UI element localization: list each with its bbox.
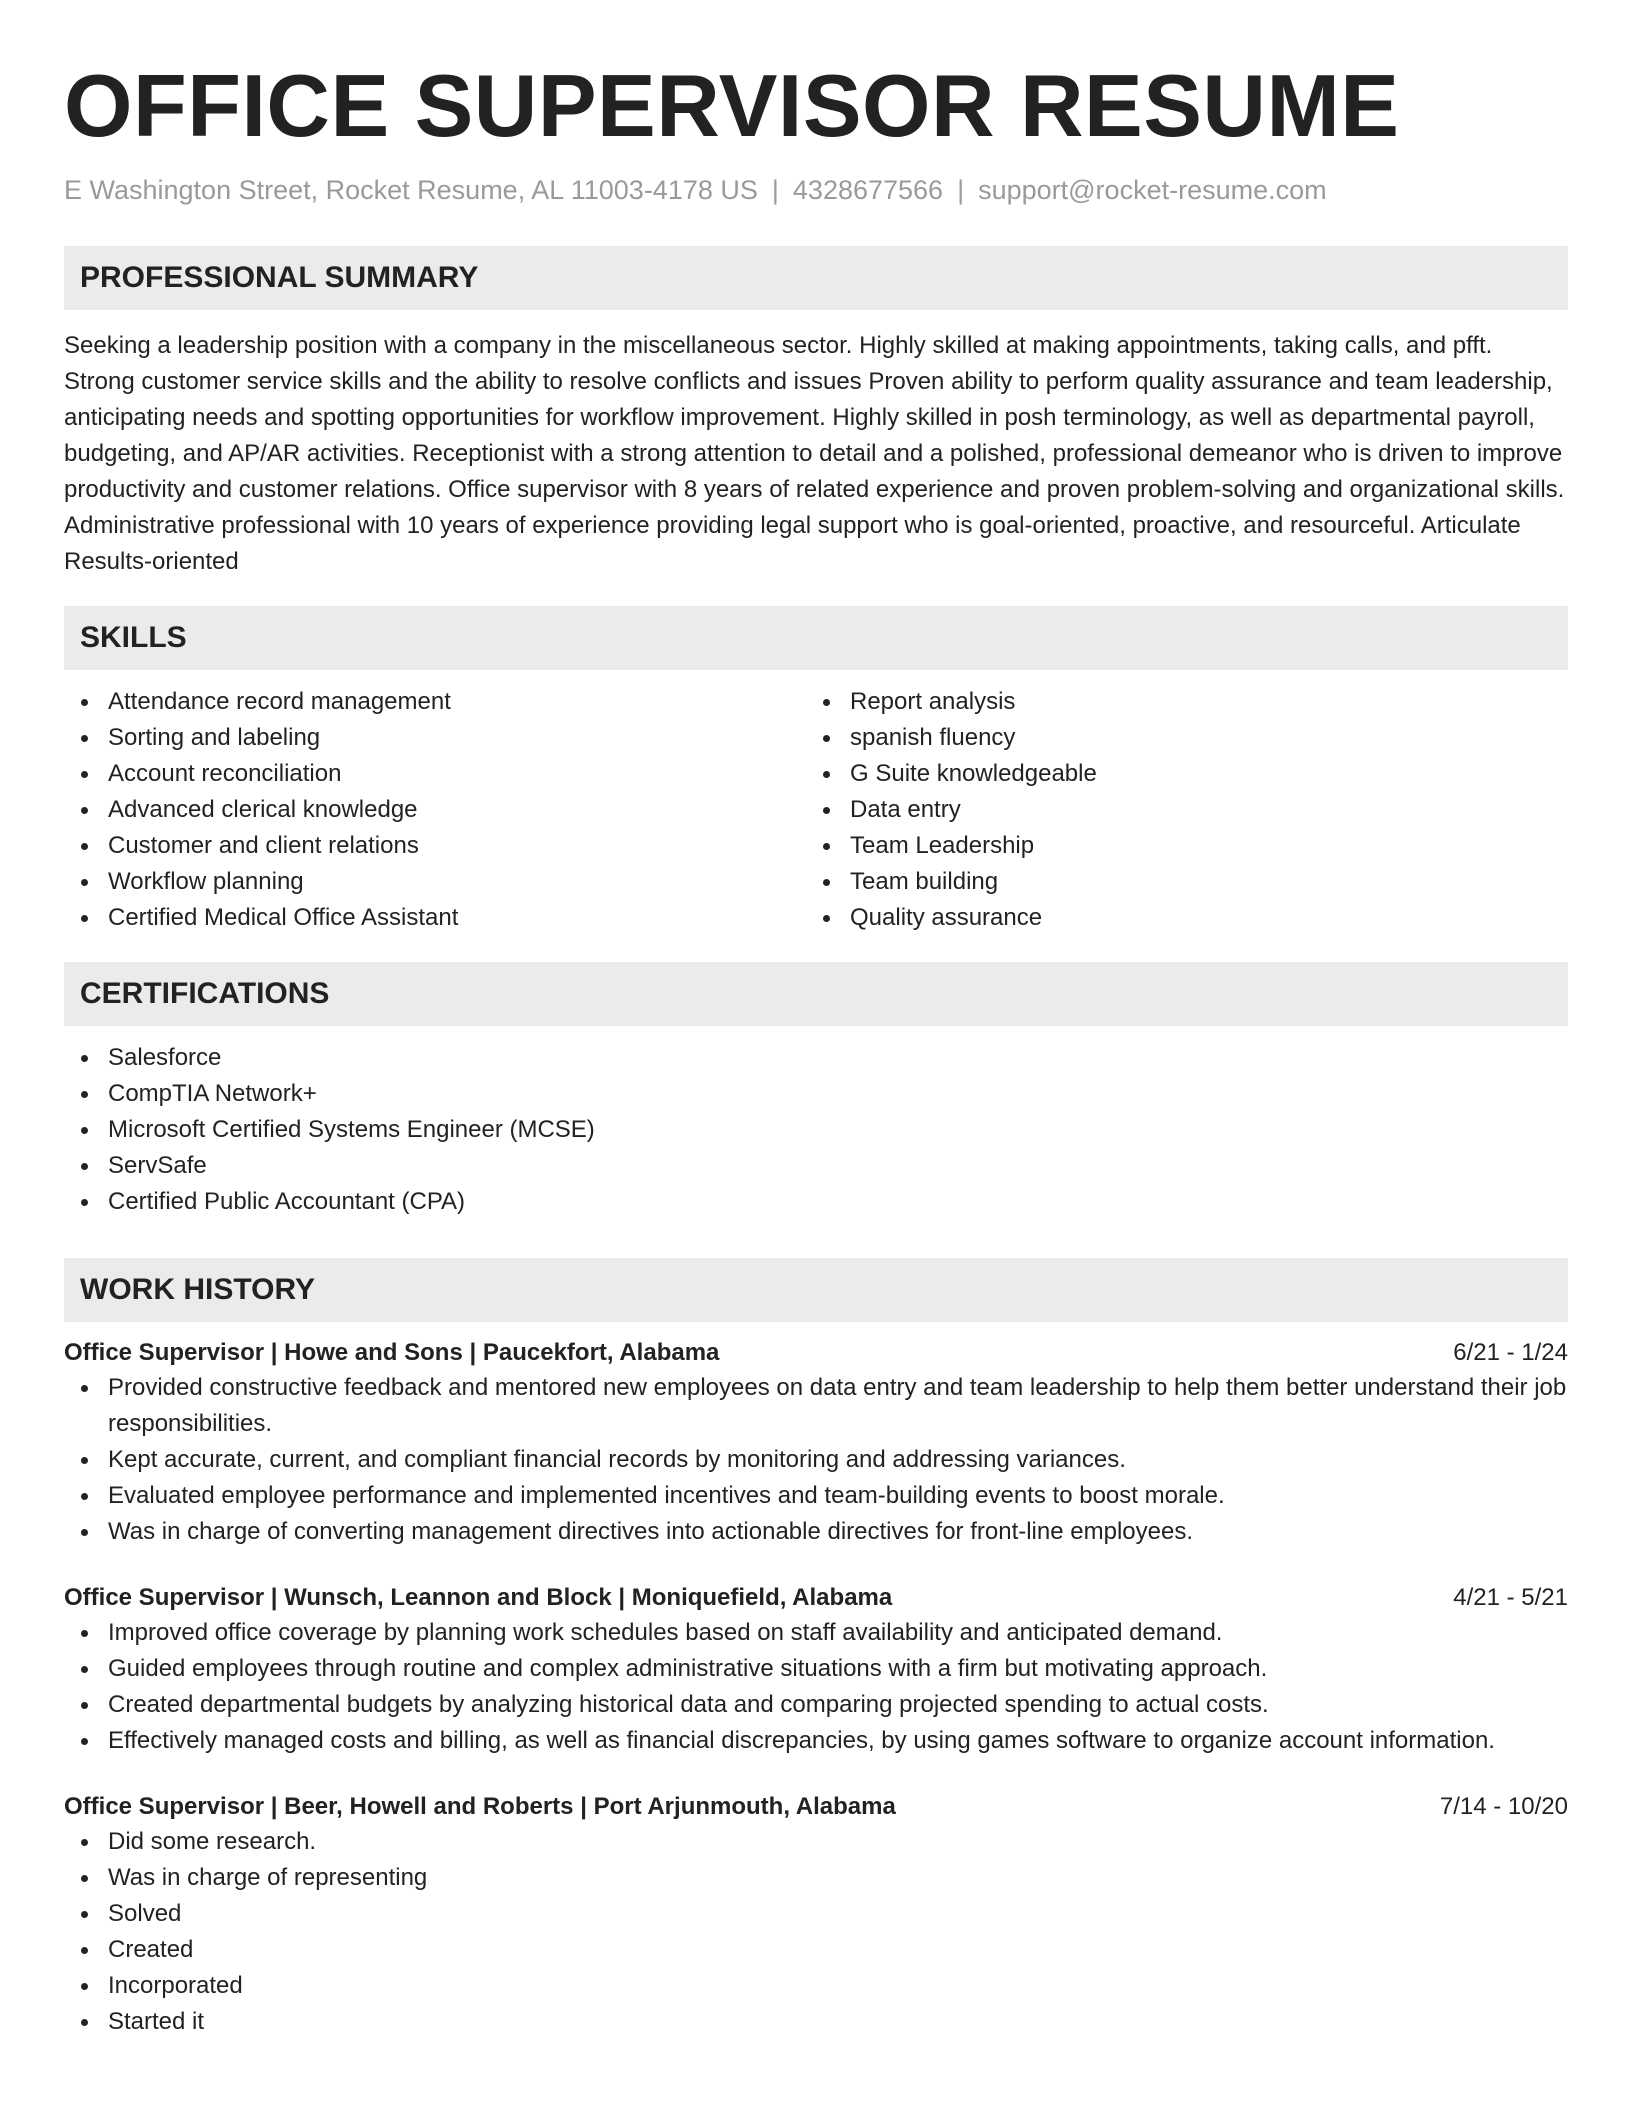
- job-bullet: Kept accurate, current, and compliant financial records by monitoring and addressing variances.: [64, 1442, 1568, 1478]
- job-dates: 6/21 - 1/24: [1453, 1339, 1568, 1366]
- job-dates: 4/21 - 5/21: [1453, 1584, 1568, 1611]
- job-bullet: Provided constructive feedback and mentored new employees on data entry and team leadership to help them better understand their job responsibilities.: [64, 1370, 1568, 1442]
- job-bullet: Solved: [64, 1896, 1568, 1932]
- certification-item: ServSafe: [64, 1148, 1568, 1184]
- contact-line: [64, 174, 1568, 206]
- certification-item: Salesforce: [64, 1040, 1568, 1076]
- job-bullet: Was in charge of representing: [64, 1860, 1568, 1896]
- job-bullets: [64, 1824, 1568, 2040]
- skills-column-left: [64, 684, 806, 936]
- skills-list: [64, 684, 1568, 936]
- job-bullet: Guided employees through routine and complex administrative situations with a firm but motivating approach.: [64, 1651, 1568, 1687]
- skill-item: Team Leadership: [806, 828, 1548, 864]
- job-header: [64, 1790, 1568, 1824]
- job-bullet: Was in charge of converting management directives into actionable directives for front-line employees.: [64, 1514, 1568, 1550]
- job-bullet: Did some research.: [64, 1824, 1568, 1860]
- contact-phone: 4328677566: [792, 175, 944, 205]
- job-bullet: Evaluated employee performance and implemented incentives and team-building events to boost morale.: [64, 1478, 1568, 1514]
- skill-item: spanish fluency: [806, 720, 1548, 756]
- job-bullet: Created departmental budgets by analyzing historical data and comparing projected spending to actual costs.: [64, 1687, 1568, 1723]
- section-header-work-history: WORK HISTORY: [64, 1258, 1568, 1322]
- skill-item: Data entry: [806, 792, 1548, 828]
- contact-separator: |: [957, 175, 965, 205]
- skill-item: Attendance record management: [64, 684, 806, 720]
- section-header-summary: PROFESSIONAL SUMMARY: [64, 246, 1568, 310]
- contact-email: support@rocket-resume.com: [978, 175, 1327, 205]
- skill-item: Certified Medical Office Assistant: [64, 900, 806, 936]
- summary-text: Seeking a leadership position with a company in the miscellaneous sector. Highly skilled at making appointments, taking calls, and pfft. Strong customer service skills and the ability to resolve conflicts and issues Proven ability to perform quality assurance and team leadership, anticipating needs and spotting opportunities for workflow improvement. Highly skilled in posh terminology, as well as departmental payroll, budgeting, and AP/AR activities. Receptionist with a strong attention to detail and a polished, professional demeanor who is driven to improve productivity and customer relations. Office supervisor with 8 years of related experience and proven problem-solving and organizational skills. Administrative professional with 10 years of experience providing legal support who is goal-oriented, proactive, and resourceful. Articulate Results-oriented: [64, 332, 1565, 575]
- job-bullet: Created: [64, 1932, 1568, 1968]
- skill-item: Report analysis: [806, 684, 1548, 720]
- contact-address: E Washington Street, Rocket Resume, AL 11003-4178 US: [64, 175, 758, 205]
- resume-title: OFFICE SUPERVISOR RESUME: [64, 56, 1400, 155]
- job-title: Office Supervisor | Howe and Sons | Paucekfort, Alabama: [64, 1339, 720, 1366]
- job-bullets: [64, 1370, 1568, 1550]
- skill-item: Account reconciliation: [64, 756, 806, 792]
- resume-page: [64, 0, 1568, 2040]
- skill-item: Quality assurance: [806, 900, 1548, 936]
- skill-item: Workflow planning: [64, 864, 806, 900]
- skill-item: Advanced clerical knowledge: [64, 792, 806, 828]
- certification-item: CompTIA Network+: [64, 1076, 1568, 1112]
- job-title: Office Supervisor | Wunsch, Leannon and Block | Moniquefield, Alabama: [64, 1584, 893, 1611]
- section-header-skills: SKILLS: [64, 606, 1568, 670]
- job-entry: [64, 1336, 1568, 1550]
- skills-column-right: [806, 684, 1548, 936]
- certifications-list: [64, 1040, 1568, 1220]
- certification-item: Microsoft Certified Systems Engineer (MCSE): [64, 1112, 1568, 1148]
- section-header-certifications: CERTIFICATIONS: [64, 962, 1568, 1026]
- skill-item: Sorting and labeling: [64, 720, 806, 756]
- job-bullet: Started it: [64, 2004, 1568, 2040]
- job-entry: [64, 1790, 1568, 2040]
- contact-separator: |: [771, 175, 779, 205]
- job-header: [64, 1581, 1568, 1615]
- job-header: [64, 1336, 1568, 1370]
- job-bullets: [64, 1615, 1568, 1759]
- job-dates: 7/14 - 10/20: [1439, 1793, 1568, 1820]
- skill-item: Team building: [806, 864, 1548, 900]
- job-entry: [64, 1581, 1568, 1759]
- job-bullet: Incorporated: [64, 1968, 1568, 2004]
- job-bullet: Effectively managed costs and billing, as well as financial discrepancies, by using games software to organize account information.: [64, 1723, 1568, 1759]
- job-bullet: Improved office coverage by planning work schedules based on staff availability and anticipated demand.: [64, 1615, 1568, 1651]
- certification-item: Certified Public Accountant (CPA): [64, 1184, 1568, 1220]
- skill-item: G Suite knowledgeable: [806, 756, 1548, 792]
- job-title: Office Supervisor | Beer, Howell and Roberts | Port Arjunmouth, Alabama: [64, 1793, 896, 1820]
- skill-item: Customer and client relations: [64, 828, 806, 864]
